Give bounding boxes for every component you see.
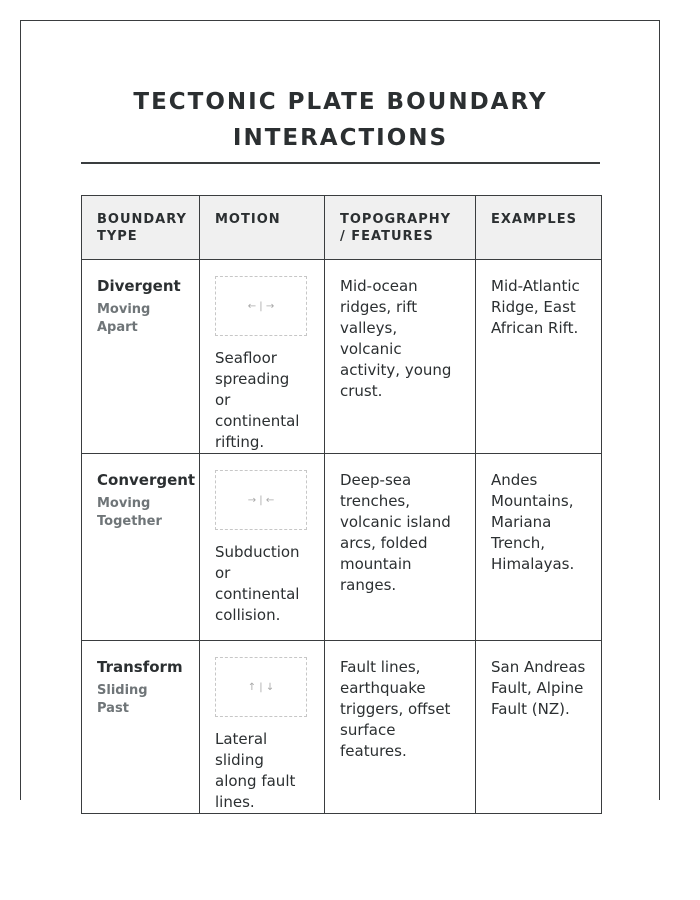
table-row xyxy=(82,260,602,454)
arrows-together-icon: → | ← xyxy=(247,494,275,506)
motion-description: Lateral sliding along fault lines. xyxy=(215,730,296,811)
motion-cell xyxy=(200,641,325,814)
examples-cell: San Andreas Fault, Alpine Fault (NZ). xyxy=(476,641,602,814)
motion-description: Subduction or continental collision. xyxy=(215,543,300,624)
title-divider xyxy=(81,162,600,164)
arrows-sliding-icon: ↑ | ↓ xyxy=(247,681,275,693)
boundary-type-subtitle: Moving Together xyxy=(97,496,162,529)
boundary-type-name: Divergent xyxy=(97,277,181,295)
arrows-apart-icon: ← | → xyxy=(247,300,275,312)
table-row xyxy=(82,641,602,814)
examples-cell: Andes Mountains, Mariana Trench, Himalayas. xyxy=(476,454,602,641)
topography-cell: Fault lines, earthquake triggers, offset surface features. xyxy=(325,641,476,814)
header-examples: EXAMPLES xyxy=(476,196,602,260)
table-header-row xyxy=(82,196,602,260)
boundary-type-name: Convergent xyxy=(97,471,196,489)
motion-description: Seafloor spreading or continental rifting. xyxy=(215,349,300,451)
motion-diagram-placeholder xyxy=(215,657,307,717)
topography-cell: Mid-ocean ridges, rift valleys, volcanic activity, young crust. xyxy=(325,260,476,454)
header-motion: MOTION xyxy=(200,196,325,260)
header-boundary-type: BOUNDARY TYPE xyxy=(82,196,200,260)
examples-cell: Mid-Atlantic Ridge, East African Rift. xyxy=(476,260,602,454)
topography-cell: Deep-sea trenches, volcanic island arcs, folded mountain ranges. xyxy=(325,454,476,641)
table-row xyxy=(82,454,602,641)
boundary-table xyxy=(81,195,602,814)
motion-cell xyxy=(200,454,325,641)
boundary-type-cell xyxy=(82,260,200,454)
motion-diagram-placeholder xyxy=(215,470,307,530)
boundary-type-cell xyxy=(82,641,200,814)
motion-cell xyxy=(200,260,325,454)
motion-diagram-placeholder xyxy=(215,276,307,336)
boundary-type-subtitle: Moving Apart xyxy=(97,302,151,335)
boundary-type-name: Transform xyxy=(97,658,183,676)
page-title: TECTONIC PLATE BOUNDARY INTERACTIONS xyxy=(133,89,548,151)
boundary-type-cell xyxy=(82,454,200,641)
boundary-type-subtitle: Sliding Past xyxy=(97,683,148,716)
header-topography: TOPOGRAPHY / FEATURES xyxy=(325,196,476,260)
